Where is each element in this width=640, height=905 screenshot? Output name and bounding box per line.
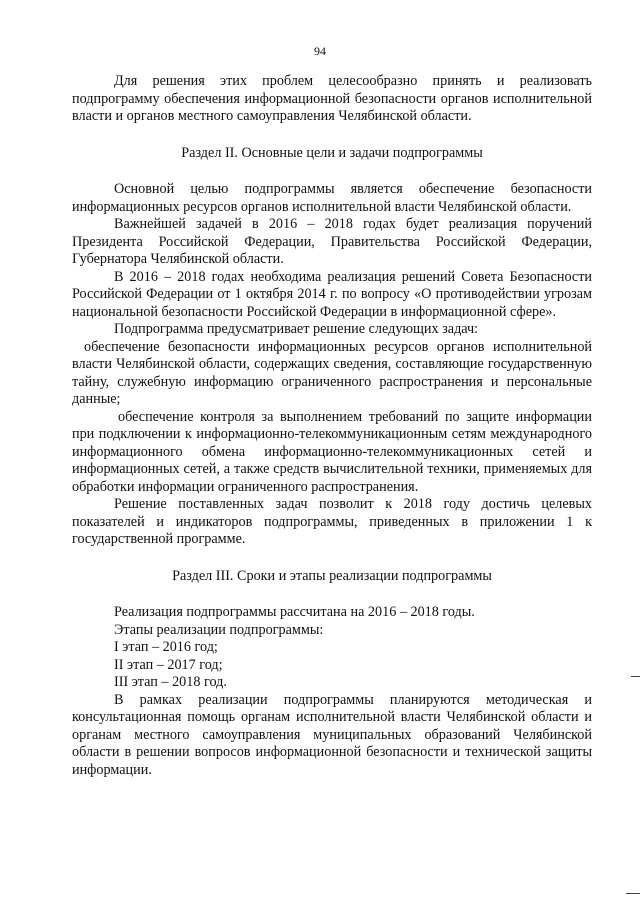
section-2-task-item: обеспечение безопасности информационных ресурсов органов исполнительной власти Челябинской области, содержащих сведения, составляющие государственную тайну, служебную информацию ограниченного распространения и персональные данные; xyxy=(72,338,592,407)
section-2-outcome-paragraph: Решение поставленных задач позволит к 2018 году достичь целевых показателей и индикаторов подпрограммы, приведенных в приложении 1 к государственной программе. xyxy=(72,496,592,547)
section-3-duration: Реализация подпрограммы рассчитана на 2016 – 2018 годы. xyxy=(114,604,475,620)
document-body xyxy=(72,73,592,779)
section-3-heading: Раздел III. Сроки и этапы реализации подпрограммы xyxy=(172,567,492,584)
scan-edge-mark xyxy=(631,676,640,677)
stage-item: II этап – 2017 год; xyxy=(114,656,223,673)
section-2-heading: Раздел II. Основные цели и задачи подпрограммы xyxy=(181,144,483,161)
section-2-tasks-intro: Подпрограмма предусматривает решение следующих задач: xyxy=(114,321,479,337)
section-2-security-council-paragraph: В 2016 – 2018 годах необходима реализация решений Совета Безопасности Российской Федерации от 1 октября 2014 г. по вопросу «О противодействии угрозам национальной безопасности Российской Федерации в информационной сфере». xyxy=(72,268,592,320)
stage-item: I этап – 2016 год; xyxy=(114,639,218,655)
section-2-task-item: обеспечение контроля за выполнением требований по защите информации при подключении к информационно-телекоммуникационным сетям международного информационного обмена информационно-телекоммуникационных сетей и информационных сетей, а также средств вычислительной техники, применяемых для обработки информации ограниченного распространения. xyxy=(72,408,592,495)
section-2-main-task-paragraph: Важнейшей задачей в 2016 – 2018 годах будет реализация поручений Президента Российской Федерации, Правительства Российской Федерации, Губернатора Челябинской области. xyxy=(72,216,592,267)
section-3-stages-label: Этапы реализации подпрограммы: xyxy=(114,621,324,638)
stage-item: III этап – 2018 год. xyxy=(114,674,227,690)
intro-paragraph: Для решения этих проблем целесообразно принять и реализовать подпрограмму обеспечения информационной безопасности органов исполнительной власти и органов местного самоуправления Челябинской области. xyxy=(72,73,592,124)
section-2-goal-paragraph: Основной целью подпрограммы является обеспечение безопасности информационных ресурсов органов исполнительной власти Челябинской области. xyxy=(72,181,592,215)
section-3-assistance-paragraph: В рамках реализации подпрограммы планируются методическая и консультационная помощь органам исполнительной власти Челябинской области и органам местного самоуправления муниципальных образований Челябинской области в решении вопросов информационной безопасности и технической защиты информации. xyxy=(72,691,592,778)
scan-edge-mark xyxy=(626,893,640,894)
page-number: 94 xyxy=(314,44,326,58)
